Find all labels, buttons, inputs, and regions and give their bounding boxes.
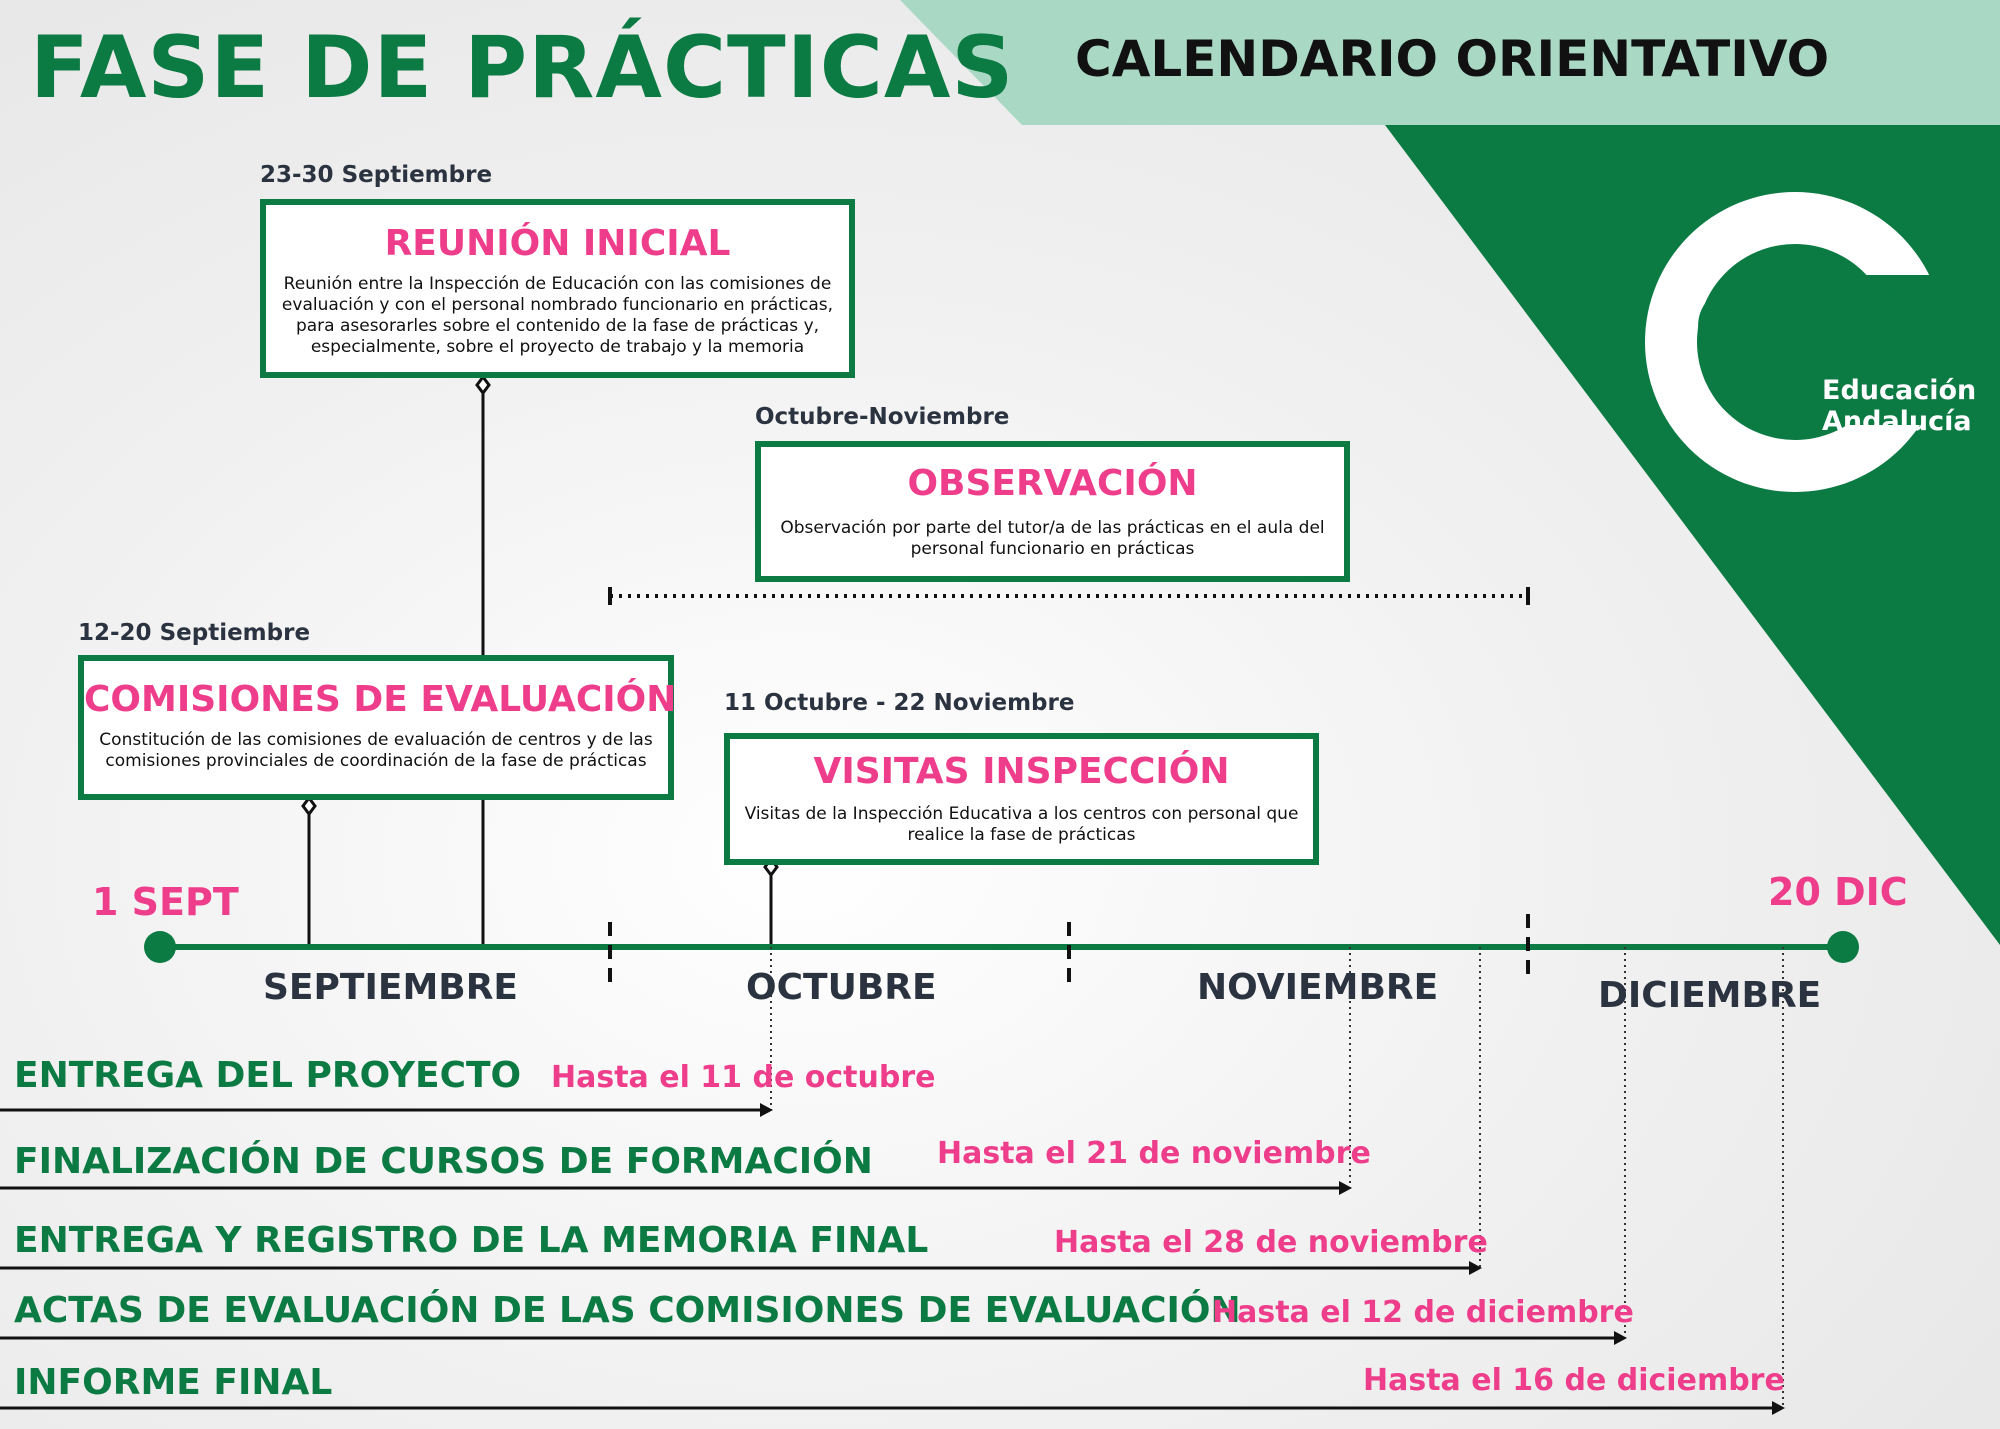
deadline-label-cursos: FINALIZACIÓN DE CURSOS DE FORMACIÓN — [14, 1141, 873, 1182]
page-title: FASE DE PRÁCTICAS — [30, 18, 1015, 118]
event-text-comisiones: Constitución de las comisiones de evaluación de centros y de las comisiones provinciales de coordinación de la fase de prácticas — [99, 730, 653, 771]
event-box-reunion-inicial — [260, 199, 855, 378]
timeline-start-dot — [144, 931, 176, 963]
event-box-visitas-inspeccion — [724, 733, 1319, 865]
deadline-label-actas: ACTAS DE EVALUACIÓN DE LAS COMISIONES DE EVALUACIÓN — [14, 1290, 1241, 1331]
event-date-visitas: 11 Octubre - 22 Noviembre — [724, 690, 1075, 716]
month-label-septiembre: SEPTIEMBRE — [263, 967, 519, 1008]
deadline-date-proyecto: Hasta el 11 de octubre — [551, 1060, 936, 1095]
deadline-date-informe: Hasta el 16 de diciembre — [1363, 1363, 1785, 1398]
timeline-end-label: 20 DIC — [1768, 870, 1908, 914]
logo-name: CSIF — [1695, 272, 1895, 370]
connector-diamond-icons — [303, 377, 777, 875]
timeline-end-dot — [1827, 931, 1859, 963]
event-date-reunion: 23-30 Septiembre — [260, 162, 493, 188]
event-date-observacion: Octubre-Noviembre — [755, 404, 1010, 430]
timeline-start-label: 1 SEPT — [92, 880, 239, 924]
calendar-title: CALENDARIO ORIENTATIVO — [1075, 30, 1830, 88]
event-text-visitas: Visitas de la Inspección Educativa a los centros con personal que realice la fase de prácticas — [744, 804, 1299, 845]
logo-subtitle-line2: Andalucía — [1822, 406, 1972, 437]
event-box-observacion — [755, 441, 1350, 582]
deadline-date-cursos: Hasta el 21 de noviembre — [937, 1136, 1371, 1171]
deadline-date-memoria: Hasta el 28 de noviembre — [1054, 1225, 1488, 1260]
deadline-label-memoria: ENTREGA Y REGISTRO DE LA MEMORIA FINAL — [14, 1220, 929, 1261]
event-date-comisiones: 12-20 Septiembre — [78, 620, 311, 646]
deadline-date-actas: Hasta el 12 de diciembre — [1212, 1295, 1634, 1330]
event-title-visitas: VISITAS INSPECCIÓN — [813, 751, 1230, 792]
month-label-octubre: OCTUBRE — [746, 967, 937, 1008]
event-title-observacion: OBSERVACIÓN — [907, 463, 1198, 504]
event-title-comisiones: COMISIONES DE EVALUACIÓN — [84, 679, 677, 720]
event-text-reunion: Reunión entre la Inspección de Educación con las comisiones de evaluación y con el personal nombrado funcionario en prácticas, para asesorarles sobre el contenido de la fase de prácticas y, especialmente, sobre el proyecto de trabajo y la memoria — [281, 274, 834, 357]
event-title-reunion: REUNIÓN INICIAL — [384, 223, 731, 264]
observation-range — [610, 587, 1528, 605]
event-text-observacion: Observación por parte del tutor/a de las prácticas en el aula del personal funcionario en prácticas — [780, 518, 1325, 559]
logo-subtitle-line1: Educación — [1822, 375, 1977, 406]
month-label-diciembre: DICIEMBRE — [1598, 975, 1822, 1016]
deadline-label-informe: INFORME FINAL — [14, 1362, 333, 1403]
month-label-noviembre: NOVIEMBRE — [1197, 967, 1439, 1008]
deadline-label-proyecto: ENTREGA DEL PROYECTO — [14, 1055, 522, 1096]
event-box-comisiones — [78, 655, 677, 800]
